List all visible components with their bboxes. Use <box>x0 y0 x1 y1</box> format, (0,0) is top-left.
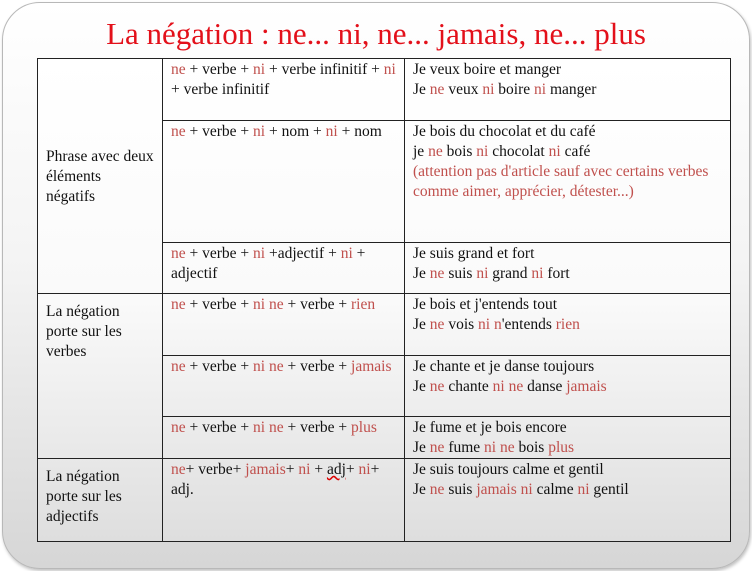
example-cell <box>405 459 731 542</box>
text-segment: suis <box>444 481 477 498</box>
highlighted-text: (attention pas d'article sauf avec certains verbes comme aimer, apprécier, détester...) <box>413 163 709 200</box>
text-segment: + verbe + <box>185 123 254 140</box>
text-segment: + <box>310 461 327 478</box>
highlighted-text: ni <box>298 461 311 478</box>
highlighted-text: ni <box>325 123 338 140</box>
text-segment: adj <box>326 461 346 478</box>
rule-cell <box>163 121 405 243</box>
highlighted-text: ni <box>531 265 544 282</box>
highlighted-text: ne <box>171 461 186 478</box>
highlighted-text: ne <box>171 296 186 313</box>
text-segment: bois <box>514 439 549 456</box>
text-segment: + verbe + <box>185 296 254 313</box>
highlighted-text: ni <box>476 265 489 282</box>
highlighted-text: ne <box>171 245 186 262</box>
text-segment: + verbe + <box>185 245 254 262</box>
table-row <box>38 294 731 356</box>
highlighted-text: ni <box>476 143 489 160</box>
text-segment: Je bois et j'entends tout <box>413 296 557 313</box>
highlighted-text: ne <box>429 81 445 98</box>
text-segment: + verbe + <box>283 296 352 313</box>
text-segment: + adj. <box>171 461 380 498</box>
table-row <box>38 59 731 121</box>
text-segment: + verbe + <box>283 419 352 436</box>
example-cell <box>405 59 731 121</box>
text-segment: Je <box>413 265 430 282</box>
highlighted-text: ne <box>429 439 445 456</box>
text-segment: + <box>345 461 359 478</box>
highlighted-text: ne <box>171 358 186 375</box>
text-segment: fume <box>444 439 485 456</box>
rule-cell <box>163 243 405 294</box>
text-segment: + nom + <box>265 123 326 140</box>
text-segment: chante <box>444 378 493 395</box>
highlighted-text: jamais <box>245 461 286 478</box>
highlighted-text: ne <box>429 316 445 333</box>
highlighted-text: rien <box>351 296 376 313</box>
table-row <box>38 459 731 542</box>
rule-cell <box>163 59 405 121</box>
text-segment: Je veux boire et manger <box>413 61 562 78</box>
example-cell <box>405 243 731 294</box>
text-segment: bois <box>442 143 477 160</box>
highlighted-text: jamais <box>351 358 392 375</box>
highlighted-text: ne <box>428 143 443 160</box>
text-segment: Je chante et je danse toujours <box>413 358 595 375</box>
highlighted-text: ni <box>340 245 353 262</box>
text-segment: suis <box>444 265 477 282</box>
highlighted-text: ni <box>253 245 266 262</box>
highlighted-text: ni <box>548 143 561 160</box>
text-segment: Je <box>413 439 430 456</box>
highlighted-text: ni ne <box>253 358 284 375</box>
category-cell: Phrase avec deux éléments négatifs <box>38 59 163 294</box>
text-segment: Je <box>413 81 430 98</box>
highlighted-text: ni <box>482 81 495 98</box>
highlighted-text: ni ne <box>484 439 515 456</box>
rule-cell <box>163 459 405 542</box>
text-segment: + adjectif <box>171 245 366 282</box>
highlighted-text: ne <box>429 378 445 395</box>
text-segment: +adjectif + <box>265 245 341 262</box>
text-segment: + <box>285 461 299 478</box>
text-segment: + nom <box>337 123 382 140</box>
category-cell: La négation porte sur les verbes <box>38 294 163 459</box>
text-segment: + verbe + <box>185 419 254 436</box>
example-cell <box>405 417 731 459</box>
highlighted-text: ni ne <box>253 419 284 436</box>
text-segment: Je <box>413 316 430 333</box>
text-segment: manger <box>546 81 597 98</box>
highlighted-text: ni <box>534 81 547 98</box>
rule-cell <box>163 417 405 459</box>
text-segment: + verbe + <box>185 358 254 375</box>
highlighted-text: ne <box>429 265 445 282</box>
text-segment: café <box>560 143 591 160</box>
highlighted-text: plus <box>351 419 377 436</box>
text-segment: Je suis grand et fort <box>413 245 535 262</box>
text-segment: gentil <box>589 481 629 498</box>
text-segment: vois <box>444 316 479 333</box>
highlighted-text: plus <box>548 439 575 456</box>
negation-table <box>37 58 731 542</box>
text-segment: je <box>413 143 429 160</box>
text-segment: + verbe+ <box>185 461 246 478</box>
text-segment: chocolat <box>488 143 549 160</box>
slide-title: La négation : ne... ni, ne... jamais, ne... plus <box>106 16 646 51</box>
rule-cell <box>163 356 405 417</box>
highlighted-text: jamais <box>566 378 607 395</box>
highlighted-text: ni <box>577 481 590 498</box>
highlighted-text: ni ne <box>253 296 284 313</box>
text-segment: + verbe infinitif <box>171 81 270 98</box>
text-segment: Je <box>413 378 430 395</box>
text-segment: + verbe + <box>283 358 352 375</box>
category-cell: La négation porte sur les adjectifs <box>38 459 163 542</box>
text-segment: danse <box>523 378 567 395</box>
example-cell <box>405 356 731 417</box>
highlighted-text: ni ne <box>492 378 524 395</box>
text-segment: Je bois du chocolat et du café <box>413 123 596 140</box>
highlighted-text: ne <box>171 123 186 140</box>
text-segment: Je fume et je bois encore <box>413 419 567 436</box>
highlighted-text: jamais ni <box>476 481 533 498</box>
highlighted-text: ne <box>171 61 186 78</box>
text-segment: + verbe infinitif + <box>265 61 384 78</box>
text-segment: calme <box>532 481 578 498</box>
example-cell <box>405 294 731 356</box>
highlighted-text: rien <box>555 316 580 333</box>
highlighted-text: ni <box>383 61 396 78</box>
text-segment: 'entends <box>501 316 556 333</box>
highlighted-text: ne <box>171 419 186 436</box>
highlighted-text: ni <box>253 123 266 140</box>
highlighted-text: ne <box>429 481 445 498</box>
text-segment: Je suis toujours calme et gentil <box>413 461 604 478</box>
example-cell <box>405 121 731 243</box>
text-segment: + verbe + <box>185 61 254 78</box>
text-segment: fort <box>543 265 570 282</box>
text-segment: boire <box>494 81 534 98</box>
highlighted-text: ni <box>253 61 266 78</box>
text-segment: Je <box>413 481 430 498</box>
highlighted-text: ni n <box>478 316 502 333</box>
rule-cell <box>163 294 405 356</box>
text-segment: veux <box>444 81 483 98</box>
text-segment: grand <box>488 265 532 282</box>
highlighted-text: ni <box>358 461 371 478</box>
